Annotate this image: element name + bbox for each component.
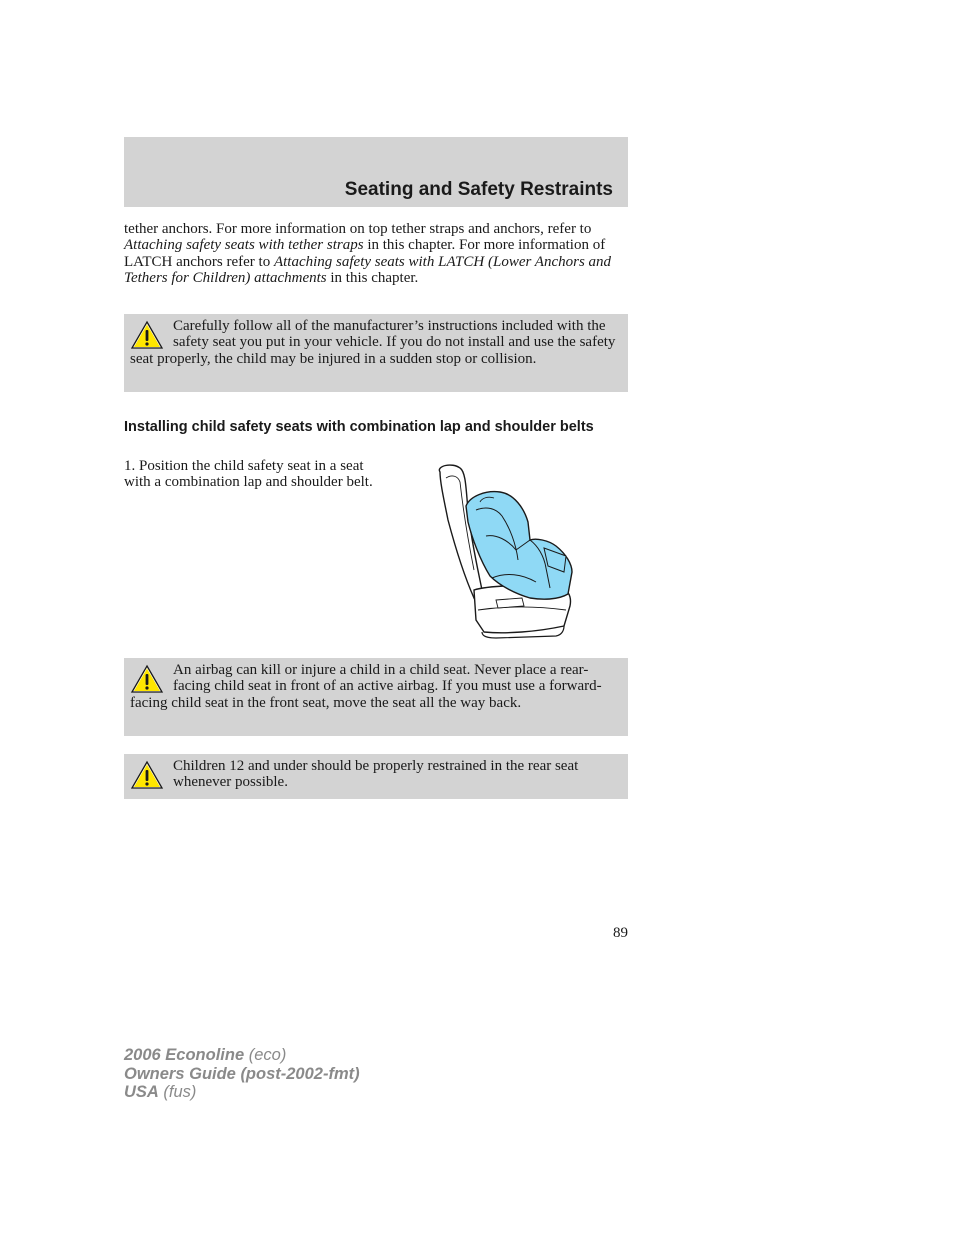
warning-text: Children 12 and under should be properly restrained in the rear seat whenever possible.: [173, 758, 579, 791]
warning-box-install: [124, 314, 628, 392]
intro-text-1: tether anchors. For more information on top tether straps and anchors, refer to: [124, 221, 592, 237]
intro-paragraph: [124, 221, 628, 287]
warning-box-rear-seat: [124, 754, 628, 799]
intro-reference-tether: Attaching safety seats with tether straps: [124, 237, 364, 254]
footer-market-code: (fus): [158, 1083, 197, 1101]
warning-triangle-icon: [130, 320, 164, 350]
step-1-text: 1. Position the child safety seat in a seat with a combination lap and shoulder belt.: [124, 458, 373, 491]
warning-triangle-icon: [130, 760, 164, 790]
footer-market: USA: [124, 1083, 159, 1101]
page-number: 89: [613, 925, 628, 941]
footer-model: 2006 Econoline: [124, 1046, 245, 1064]
section-heading: Installing child safety seats with combination lap and shoulder belts: [124, 419, 594, 435]
intro-reference-latch: Attaching safety seats with LATCH (Lower Anchors and Tethers for Children) attachments: [124, 253, 612, 287]
footer: [124, 1046, 360, 1102]
warning-text: Carefully follow all of the manufacturer’s instructions included with the safety seat you put in your vehicle. If you do not install and use the safety seat properly, the child may be injured in a sudden stop or collision.: [130, 318, 616, 367]
warning-text: An airbag can kill or injure a child in a child seat. Never place a rear-facing child seat in front of an active airbag. If you must use a forward-facing child seat in the front seat, move the seat all the way back.: [130, 662, 602, 711]
footer-model-code: (eco): [244, 1046, 287, 1064]
footer-guide: Owners Guide (post-2002-fmt): [124, 1064, 360, 1083]
warning-box-airbag: [124, 658, 628, 736]
warning-triangle-icon: [130, 664, 164, 694]
header-band: [124, 137, 628, 207]
child-seat-illustration-icon: [426, 460, 586, 640]
page-title: Seating and Safety Restraints: [344, 179, 613, 200]
intro-text-3: in this chapter.: [326, 270, 419, 287]
intro-text-2: in this chapter. For more information of LATCH anchors refer to: [124, 237, 606, 270]
